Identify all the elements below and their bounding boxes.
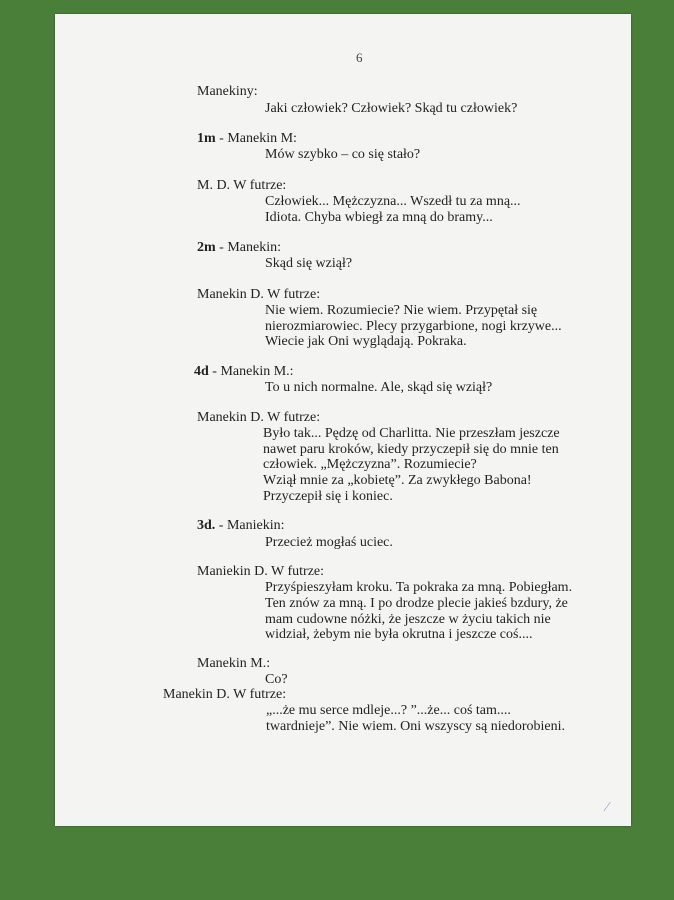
dialogue-line: Było tak... Pędzę od Charlitta. Nie przeszłam jeszcze [263, 426, 560, 441]
speaker-md-w-futrze: M. D. W futrze: [197, 178, 287, 193]
speaker-name: - Manekin M.: [208, 364, 294, 379]
speaker-manekin-d-w-futrze: Manekin D. W futrze: [197, 410, 321, 425]
dialogue-line: nierozmiarowiec. Plecy przygarbione, nogi krzywe... [265, 319, 562, 334]
dialogue-line: Skąd się wziął? [265, 256, 353, 271]
dialogue-line: Idiota. Chyba wbiegł za mną do bramy... [265, 210, 493, 225]
speaker-manekin-d-w-futrze: Manekin D. W futrze: [163, 687, 287, 702]
dialogue-line: Nie wiem. Rozumiecie? Nie wiem. Przypętał się [265, 303, 538, 318]
speaker-4d [194, 364, 294, 380]
dialogue-line: Człowiek... Mężczyzna... Wszedł tu za mną... [265, 194, 521, 209]
dialogue-line: To u nich normalne. Ale, skąd się wziął? [265, 380, 493, 395]
dialogue-line: widział, żebym nie była okrutna i jeszcze coś.... [265, 627, 533, 642]
page-number: 6 [356, 50, 363, 65]
dialogue-line: „...że mu serce mdleje...? ”...że... coś tam.... [266, 703, 511, 718]
dialogue-line: nawet paru kroków, kiedy przyczepił się do mnie ten [263, 442, 559, 457]
pencil-mark: ⁄ [606, 800, 609, 815]
speaker-name: - Manekin: [215, 240, 281, 255]
speaker-tag: 2m [197, 240, 216, 255]
speaker-tag: 3d. [197, 518, 216, 533]
speaker-tag: 4d [194, 364, 209, 379]
speaker-manekiny: Manekiny: [197, 84, 258, 99]
speaker-manekin-d-w-futrze: Manekin D. W futrze: [197, 287, 321, 302]
speaker-maniekin-d-w-futrze: Maniekin D. W futrze: [197, 564, 325, 579]
speaker-name: - Maniekin: [215, 518, 285, 533]
speaker-manekin-m: Manekin M.: [197, 656, 271, 671]
dialogue-line: Wiecie jak Oni wyglądają. Pokraka. [265, 334, 467, 349]
dialogue-line: twardnieje”. Nie wiem. Oni wszyscy są niedorobieni. [266, 719, 565, 734]
dialogue-line: Przyśpieszyłam kroku. Ta pokraka za mną. Pobiegłam. [265, 580, 573, 595]
dialogue-line: Co? [265, 672, 288, 687]
speaker-tag: 1m [197, 131, 216, 146]
dialogue-line: Ten znów za mną. I po drodze plecie jakieś bzdury, że [265, 596, 568, 611]
dialogue-line: Jaki człowiek? Człowiek? Skąd tu człowiek? [265, 101, 518, 116]
dialogue-line: Wziął mnie za „kobietę”. Za zwykłego Babona! [263, 473, 532, 488]
speaker-1m [197, 131, 297, 147]
dialogue-line: mam cudowne nóżki, że jeszcze w życiu takich nie [265, 612, 551, 627]
dialogue-line: Przecież mogłaś uciec. [265, 535, 393, 550]
speaker-2m [197, 240, 281, 256]
speaker-name: - Manekin M: [215, 131, 297, 146]
dialogue-line: człowiek. „Mężczyzna”. Rozumiecie? [263, 457, 477, 472]
dialogue-line: Mów szybko – co się stało? [265, 147, 421, 162]
speaker-3d [197, 518, 285, 534]
dialogue-line: Przyczepił się i koniec. [263, 489, 393, 504]
